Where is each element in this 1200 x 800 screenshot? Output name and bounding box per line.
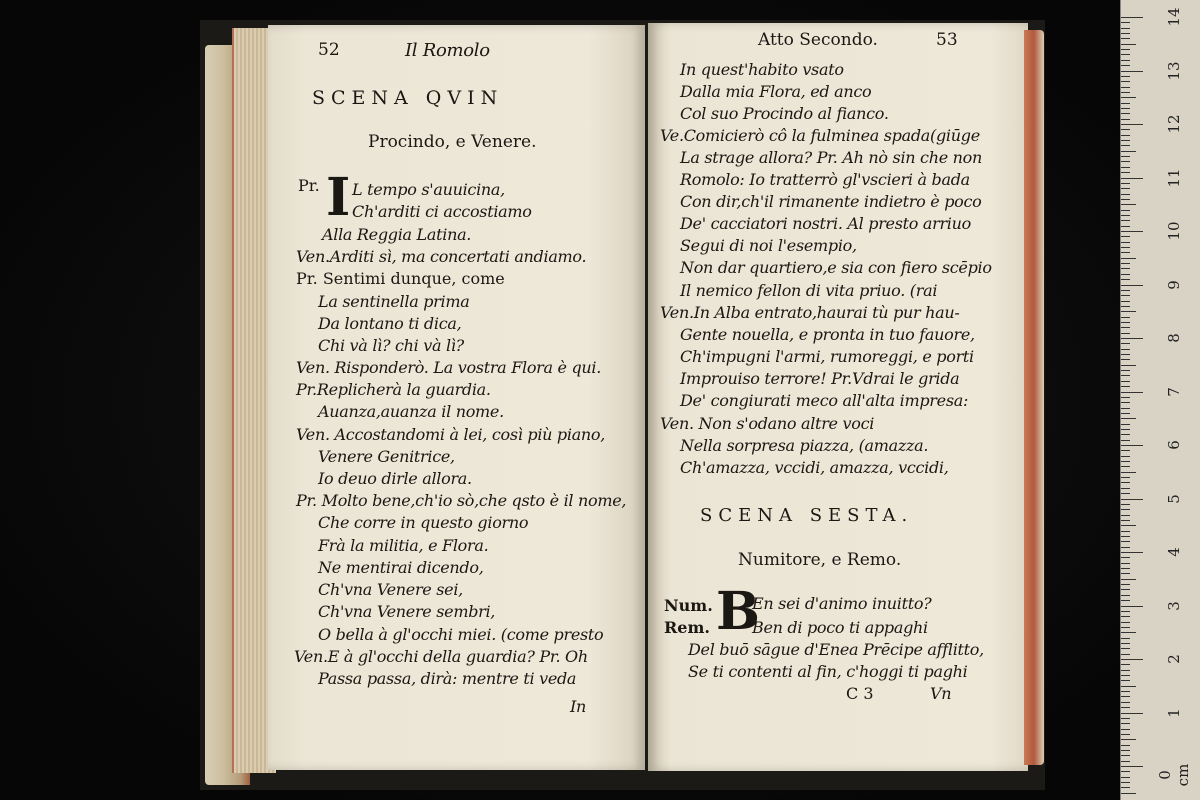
verse-line: Passa passa, dirà: mentre ti veda bbox=[318, 669, 577, 688]
ruler-tick bbox=[1121, 274, 1130, 275]
ruler-tick bbox=[1121, 477, 1130, 478]
ruler-tick bbox=[1121, 33, 1130, 34]
ruler-label: 2 bbox=[1165, 654, 1183, 664]
ruler-tick bbox=[1121, 622, 1130, 623]
ruler-tick bbox=[1121, 638, 1130, 639]
verse-line: De' congiurati meco all'alta impresa: bbox=[680, 391, 969, 410]
ruler-tick bbox=[1121, 87, 1130, 88]
ruler-tick bbox=[1121, 434, 1130, 435]
verse-line: Ch'arditi ci accostiamo bbox=[352, 202, 532, 221]
ruler-tick bbox=[1121, 589, 1130, 590]
left-running-head: Il Romolo bbox=[405, 40, 490, 61]
ruler-tick bbox=[1121, 654, 1130, 655]
ruler-tick bbox=[1121, 611, 1130, 612]
ruler-tick bbox=[1121, 242, 1130, 243]
ruler-tick bbox=[1121, 632, 1136, 633]
ruler-tick bbox=[1121, 183, 1130, 184]
ruler-label: 5 bbox=[1165, 493, 1183, 504]
ruler-tick bbox=[1121, 129, 1130, 130]
left-catchword: In bbox=[570, 697, 587, 716]
ruler-label: 8 bbox=[1165, 333, 1183, 343]
ruler-tick bbox=[1121, 680, 1130, 681]
ruler-tick bbox=[1121, 236, 1130, 237]
ruler-tick bbox=[1121, 311, 1136, 312]
ruler-tick bbox=[1121, 76, 1130, 77]
verse-line: Ven. Accostandomi à lei, così più piano, bbox=[296, 425, 606, 444]
ruler-tick bbox=[1121, 97, 1136, 98]
ruler-tick bbox=[1121, 210, 1130, 211]
ruler-tick bbox=[1121, 499, 1143, 500]
ruler-tick bbox=[1121, 28, 1130, 29]
ruler-tick bbox=[1121, 327, 1130, 328]
ruler-tick bbox=[1121, 108, 1130, 109]
ruler-tick bbox=[1121, 531, 1130, 532]
drop-cap-initial: I bbox=[326, 167, 351, 228]
ruler-tick bbox=[1121, 38, 1130, 39]
ruler-tick bbox=[1121, 103, 1130, 104]
verse-line: O bella à gl'occhi miei. (come presto bbox=[318, 625, 604, 644]
ruler-tick bbox=[1121, 568, 1130, 569]
ruler-tick bbox=[1121, 536, 1130, 537]
ruler-tick bbox=[1121, 515, 1130, 516]
verse-line: Col suo Procindo al fianco. bbox=[680, 104, 889, 123]
ruler-tick bbox=[1121, 777, 1130, 778]
ruler-tick bbox=[1121, 333, 1130, 334]
ruler-label: 14 bbox=[1165, 7, 1183, 27]
ruler-tick bbox=[1121, 71, 1143, 72]
speaker-label: Num. bbox=[664, 596, 713, 615]
ruler-tick bbox=[1121, 450, 1130, 451]
ruler-tick bbox=[1121, 750, 1130, 751]
verse-line: Non dar quartiero,e sia con fiero scēpio bbox=[680, 258, 992, 277]
ruler-tick bbox=[1121, 429, 1130, 430]
verse-line: Se ti contenti al fin, c'hoggi ti paghi bbox=[688, 662, 968, 681]
ruler-tick bbox=[1121, 482, 1130, 483]
verse-line: Auanza,auanza il nome. bbox=[318, 402, 504, 421]
verse-line: Pr.Replicherà la guardia. bbox=[296, 380, 491, 399]
ruler-tick bbox=[1121, 359, 1130, 360]
ruler-tick bbox=[1121, 745, 1130, 746]
verse-line: Pr. Sentimi dunque, come bbox=[296, 269, 505, 288]
ruler-tick bbox=[1121, 552, 1143, 553]
verse-line: Romolo: Io tratterrò gl'vscieri à bada bbox=[680, 170, 970, 189]
verse-line: Ven.E à gl'occhi della guardia? Pr. Oh bbox=[294, 647, 588, 666]
verse-line: Alla Reggia Latina. bbox=[322, 225, 472, 244]
verse-line: Segui di noi l'esempio, bbox=[680, 236, 857, 255]
signature-mark: C 3 bbox=[846, 684, 874, 703]
ruler-tick bbox=[1121, 606, 1143, 607]
ruler-tick bbox=[1121, 349, 1130, 350]
ruler-tick bbox=[1121, 54, 1130, 55]
ruler-tick bbox=[1121, 161, 1130, 162]
verse-line: Pr. Molto bene,ch'io sò,che qsto è il nome, bbox=[296, 491, 627, 510]
ruler-label: 0 cm bbox=[1156, 763, 1192, 787]
ruler-label: 12 bbox=[1165, 114, 1183, 134]
ruler-tick bbox=[1121, 691, 1130, 692]
measurement-ruler bbox=[1120, 0, 1200, 800]
verse-line: Io deuo dirle allora. bbox=[318, 469, 472, 488]
ruler-tick bbox=[1121, 247, 1130, 248]
ruler-tick bbox=[1121, 397, 1130, 398]
verse-line: Venere Genitrice, bbox=[318, 447, 455, 466]
ruler-tick bbox=[1121, 627, 1130, 628]
verse-line: Ven. Risponderò. La vostra Flora è qui. bbox=[296, 358, 602, 377]
verse-line: Ve.Comicierò cô la fulminea spada(giūge bbox=[660, 126, 980, 145]
ruler-tick bbox=[1121, 338, 1143, 339]
ruler-tick bbox=[1121, 354, 1130, 355]
verse-line: Improuiso terrore! Pr.Vdrai le grida bbox=[680, 369, 960, 388]
ruler-tick bbox=[1121, 258, 1136, 259]
ruler-tick bbox=[1121, 702, 1130, 703]
ruler-tick bbox=[1121, 252, 1130, 253]
book-fore-edge-right bbox=[1024, 30, 1044, 765]
verse-line: Chi và lì? chi và lì? bbox=[318, 336, 464, 355]
ruler-tick bbox=[1121, 22, 1130, 23]
ruler-tick bbox=[1121, 718, 1130, 719]
ruler-tick bbox=[1121, 386, 1130, 387]
ruler-tick bbox=[1121, 787, 1130, 788]
verse-line: Ch'impugni l'armi, rumoreggi, e porti bbox=[680, 347, 974, 366]
ruler-tick bbox=[1121, 782, 1130, 783]
ruler-label: 1 bbox=[1165, 707, 1183, 718]
ruler-tick bbox=[1121, 65, 1130, 66]
left-page-number: 52 bbox=[318, 40, 340, 60]
ruler-label: 11 bbox=[1165, 167, 1183, 188]
ruler-tick bbox=[1121, 194, 1130, 195]
right-running-head: Atto Secondo. bbox=[758, 30, 878, 50]
ruler-tick bbox=[1121, 696, 1130, 697]
ruler-tick bbox=[1121, 600, 1130, 601]
ruler-tick bbox=[1121, 44, 1136, 45]
ruler-tick bbox=[1121, 525, 1136, 526]
ruler-tick bbox=[1121, 734, 1130, 735]
verse-line: La sentinella prima bbox=[318, 292, 470, 311]
ruler-tick bbox=[1121, 520, 1130, 521]
ruler-tick bbox=[1121, 766, 1143, 767]
ruler-tick bbox=[1121, 392, 1143, 393]
ruler-tick bbox=[1121, 124, 1143, 125]
ruler-tick bbox=[1121, 445, 1143, 446]
ruler-tick bbox=[1121, 563, 1130, 564]
verse-line: Ch'amazza, vccidi, amazza, vccidi, bbox=[680, 458, 949, 477]
ruler-tick bbox=[1121, 584, 1130, 585]
ruler-tick bbox=[1121, 49, 1130, 50]
ruler-tick bbox=[1121, 461, 1130, 462]
verse-line: Nella sorpresa piazza, (amazza. bbox=[680, 436, 929, 455]
ruler-tick bbox=[1121, 381, 1130, 382]
right-page-number: 53 bbox=[936, 30, 958, 50]
ruler-tick bbox=[1121, 226, 1130, 227]
ruler-tick bbox=[1121, 290, 1130, 291]
ruler-tick bbox=[1121, 301, 1130, 302]
right-scene-characters: Numitore, e Remo. bbox=[738, 550, 902, 570]
ruler-tick bbox=[1121, 365, 1136, 366]
verse-line: Gente nouella, e pronta in tuo fauore, bbox=[680, 325, 975, 344]
ruler-tick bbox=[1121, 113, 1130, 114]
ruler-tick bbox=[1121, 317, 1130, 318]
ruler-tick bbox=[1121, 188, 1130, 189]
verse-line: Frà la militia, e Flora. bbox=[318, 536, 489, 555]
verse-line: Ch'vna Venere sembri, bbox=[318, 602, 496, 621]
ruler-label: 7 bbox=[1165, 386, 1183, 397]
ruler-tick bbox=[1121, 279, 1130, 280]
verse-line: En sei d'animo inuitto? bbox=[752, 594, 932, 613]
verse-line: Il nemico fellon di vita priuo. (rai bbox=[680, 281, 938, 300]
drop-cap-initial: B bbox=[716, 581, 760, 642]
ruler-tick bbox=[1121, 135, 1130, 136]
ruler-tick bbox=[1121, 418, 1136, 419]
ruler-tick bbox=[1121, 402, 1130, 403]
ruler-tick bbox=[1121, 456, 1130, 457]
ruler-label: 3 bbox=[1165, 600, 1183, 611]
ruler-tick bbox=[1121, 643, 1130, 644]
ruler-tick bbox=[1121, 659, 1143, 660]
speaker-label: Pr. bbox=[298, 176, 320, 195]
ruler-tick bbox=[1121, 616, 1130, 617]
ruler-tick bbox=[1121, 557, 1130, 558]
ruler-tick bbox=[1121, 156, 1130, 157]
verse-line: Ven. Non s'odano altre voci bbox=[660, 414, 875, 433]
ruler-tick bbox=[1121, 739, 1136, 740]
ruler-tick bbox=[1121, 723, 1130, 724]
verse-line: Dalla mia Flora, ed anco bbox=[680, 82, 872, 101]
ruler-tick bbox=[1121, 466, 1130, 467]
ruler-tick bbox=[1121, 771, 1130, 772]
ruler-tick bbox=[1121, 707, 1130, 708]
ruler-tick bbox=[1121, 713, 1143, 714]
ruler-tick bbox=[1121, 167, 1130, 168]
ruler-tick bbox=[1121, 755, 1130, 756]
ruler-tick bbox=[1121, 408, 1130, 409]
ruler-tick bbox=[1121, 472, 1136, 473]
ruler-tick bbox=[1121, 172, 1130, 173]
ruler-tick bbox=[1121, 140, 1130, 141]
ruler-label: 4 bbox=[1165, 547, 1183, 557]
verse-line: Ben di poco ti appaghi bbox=[752, 618, 928, 637]
ruler-tick bbox=[1121, 145, 1130, 146]
ruler-tick bbox=[1121, 295, 1130, 296]
ruler-tick bbox=[1121, 579, 1136, 580]
left-scene-characters: Procindo, e Venere. bbox=[368, 132, 537, 152]
left-scene-title: SCENA QVIN bbox=[312, 87, 504, 109]
ruler-tick bbox=[1121, 119, 1130, 120]
ruler-tick bbox=[1121, 504, 1130, 505]
ruler-tick bbox=[1121, 488, 1130, 489]
verse-line: Del buō sāgue d'Enea Prēcipe afflitto, bbox=[688, 640, 984, 659]
ruler-tick bbox=[1121, 306, 1130, 307]
ruler-tick bbox=[1121, 231, 1143, 232]
verse-line: Ven.In Alba entrato,haurai tù pur hau- bbox=[660, 303, 960, 322]
ruler-tick bbox=[1121, 573, 1130, 574]
ruler-tick bbox=[1121, 220, 1130, 221]
ruler-tick bbox=[1121, 60, 1130, 61]
ruler-tick bbox=[1121, 322, 1130, 323]
ruler-tick bbox=[1121, 595, 1130, 596]
ruler-tick bbox=[1121, 17, 1143, 18]
ruler-tick bbox=[1121, 424, 1130, 425]
ruler-tick bbox=[1121, 263, 1130, 264]
ruler-tick bbox=[1121, 178, 1143, 179]
verse-line: In quest'habito vsato bbox=[680, 60, 844, 79]
ruler-tick bbox=[1121, 493, 1130, 494]
ruler-tick bbox=[1121, 793, 1136, 794]
verse-line: Ven.Arditi sì, ma concertati andiamo. bbox=[296, 247, 587, 266]
verse-line: Con dir,ch'il rimanente indietro è poco bbox=[680, 192, 982, 211]
ruler-label: 9 bbox=[1165, 279, 1183, 290]
ruler-tick bbox=[1121, 92, 1130, 93]
ruler-tick bbox=[1121, 686, 1136, 687]
ruler-tick bbox=[1121, 509, 1130, 510]
ruler-tick bbox=[1121, 440, 1130, 441]
verse-line: Che corre in questo giorno bbox=[318, 513, 529, 532]
ruler-tick bbox=[1121, 285, 1143, 286]
ruler-tick bbox=[1121, 151, 1136, 152]
ruler-label: 13 bbox=[1165, 60, 1183, 81]
ruler-tick bbox=[1121, 541, 1130, 542]
verse-line: La strage allora? Pr. Ah nò sin che non bbox=[680, 148, 983, 167]
ruler-tick bbox=[1121, 204, 1136, 205]
ruler-tick bbox=[1121, 81, 1130, 82]
speaker-label: Rem. bbox=[664, 618, 710, 637]
ruler-tick bbox=[1121, 413, 1130, 414]
ruler-tick bbox=[1121, 761, 1130, 762]
verse-line: Ch'vna Venere sei, bbox=[318, 580, 463, 599]
ruler-label: 10 bbox=[1165, 221, 1183, 241]
ruler-tick bbox=[1121, 675, 1130, 676]
ruler-tick bbox=[1121, 729, 1130, 730]
right-catchword: Vn bbox=[930, 684, 952, 703]
ruler-tick bbox=[1121, 664, 1130, 665]
ruler-tick bbox=[1121, 670, 1130, 671]
right-scene-title: SCENA SESTA. bbox=[700, 505, 914, 526]
ruler-label: 6 bbox=[1165, 440, 1183, 450]
ruler-tick bbox=[1121, 199, 1130, 200]
ruler-tick bbox=[1121, 268, 1130, 269]
ruler-tick bbox=[1121, 547, 1130, 548]
ruler-tick bbox=[1121, 215, 1130, 216]
ruler-tick bbox=[1121, 375, 1130, 376]
verse-line: Da lontano ti dica, bbox=[318, 314, 462, 333]
verse-line: Ne mentirai dicendo, bbox=[318, 558, 484, 577]
ruler-tick bbox=[1121, 343, 1130, 344]
verse-line: L tempo s'auuicina, bbox=[352, 180, 505, 199]
ruler-tick bbox=[1121, 648, 1130, 649]
verse-line: De' cacciatori nostri. Al presto arriuo bbox=[680, 214, 971, 233]
ruler-tick bbox=[1121, 370, 1130, 371]
